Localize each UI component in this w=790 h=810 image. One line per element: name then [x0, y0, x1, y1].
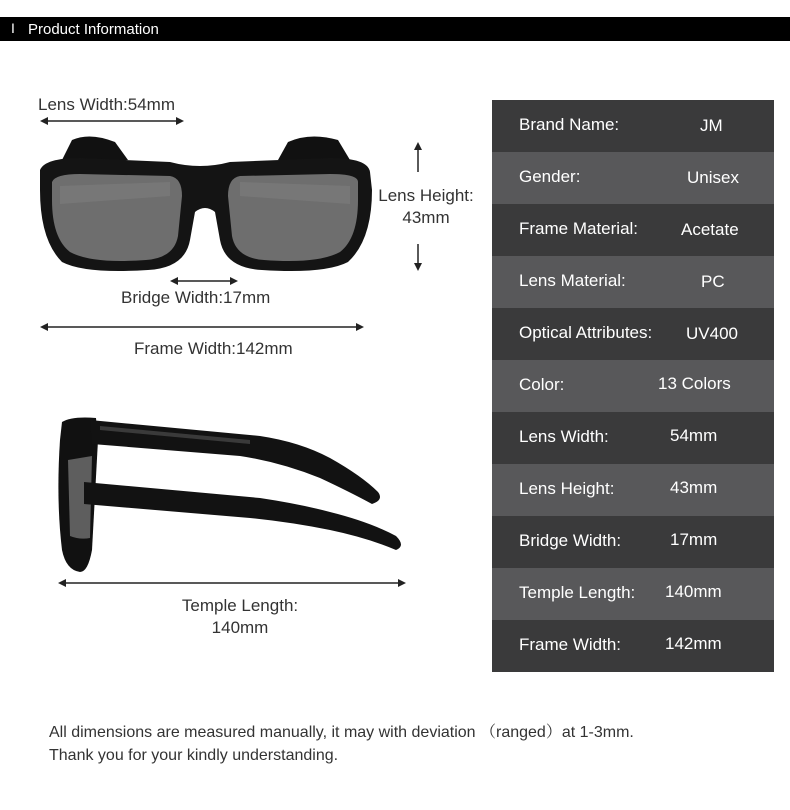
spec-label: Gender: [519, 167, 581, 186]
lens-height-label-line2: 43mm [402, 208, 450, 227]
spec-label: Brand Name: [519, 115, 620, 134]
spec-table [492, 100, 774, 672]
spec-value: PC [701, 272, 725, 291]
spec-label: Lens Material: [519, 271, 626, 290]
measurement-note: All dimensions are measured manually, it may with deviation （ranged）at 1-3mm. [49, 724, 634, 741]
spec-value: 17mm [670, 530, 718, 549]
spec-value: 13 Colors [658, 374, 731, 393]
spec-value: Unisex [687, 168, 739, 187]
spec-row-frame-material [492, 204, 774, 256]
spec-value: 54mm [670, 426, 718, 445]
spec-label: Optical Attributes: [519, 323, 653, 342]
spec-label: Lens Height: [519, 479, 615, 498]
spec-value: 142mm [665, 634, 722, 653]
section-title: Product Information [28, 21, 159, 38]
spec-value: JM [700, 116, 723, 135]
temple-length-label [160, 595, 320, 639]
spec-label: Color: [519, 375, 565, 394]
spec-value: Acetate [681, 220, 739, 239]
spec-row-gender [492, 152, 774, 204]
spec-label: Lens Width: [519, 427, 609, 446]
spec-row-lens-height [492, 464, 774, 516]
spec-row-frame-width [492, 620, 774, 672]
spec-value: 140mm [665, 582, 722, 601]
spec-row-optical-attributes [492, 308, 774, 360]
spec-row-temple-length [492, 568, 774, 620]
spec-row-lens-material [492, 256, 774, 308]
spec-row-color [492, 360, 774, 412]
frame-width-label: Frame Width:142mm [134, 339, 293, 358]
spec-label: Temple Length: [519, 583, 636, 602]
temple-length-label-line1: Temple Length: [181, 596, 299, 615]
spec-row-bridge-width [492, 516, 774, 568]
lens-height-label [368, 185, 484, 229]
spec-row-lens-width [492, 412, 774, 464]
spec-label: Bridge Width: [519, 531, 622, 550]
sunglasses-side-image [0, 400, 480, 600]
lens-width-label: Lens Width:54mm [38, 95, 175, 114]
thank-you-note: Thank you for your kindly understanding. [49, 747, 339, 764]
spec-label: Frame Material: [519, 219, 639, 238]
spec-value: UV400 [686, 324, 738, 343]
spec-value: 43mm [670, 478, 718, 497]
lens-height-label-line1: Lens Height: [378, 186, 474, 205]
header-mark: I [11, 20, 15, 36]
temple-length-label-line2: 140mm [211, 618, 269, 637]
spec-row-brand-name [492, 100, 774, 152]
bridge-width-label: Bridge Width:17mm [121, 288, 271, 307]
spec-label: Frame Width: [519, 635, 622, 654]
